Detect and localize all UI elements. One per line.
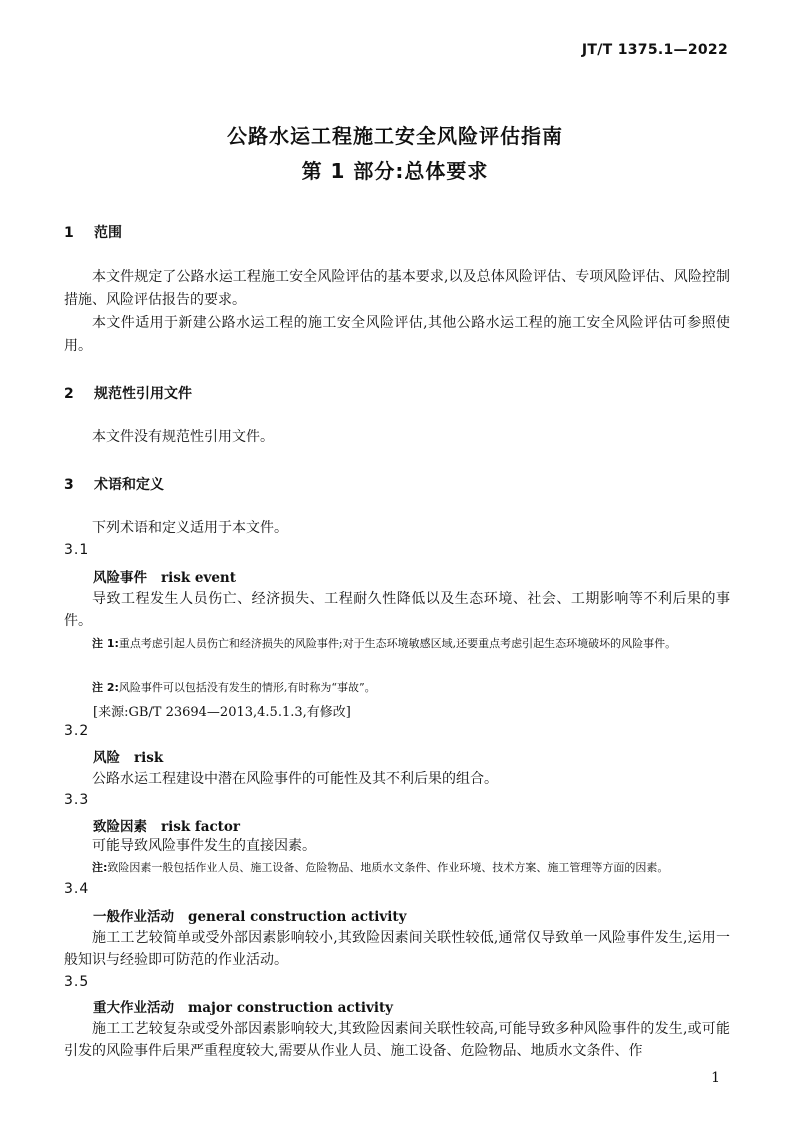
clause-number: 3.5 [64, 974, 90, 990]
term-zh: 风险 [93, 750, 120, 766]
term-en: risk [134, 750, 164, 766]
term-heading [93, 996, 393, 1016]
note-text: 风险事件可以包括没有发生的情形,有时称为“事故”。 [118, 681, 376, 694]
note-text: 重点考虑引起人员伤亡和经济损失的风险事件;对于生态环境敏感区域,还要重点考虑引起生态环境破坏的风险事件。 [118, 637, 677, 650]
section-2-heading [64, 383, 192, 403]
term-heading [93, 815, 240, 835]
note-text: 致险因素一般包括作业人员、施工设备、危险物品、地质水文条件、作业环境、技术方案、施工管理等方面的因素。 [107, 861, 669, 874]
section-1-heading [64, 222, 122, 242]
section-number: 3 [64, 477, 74, 493]
document-title: 公路水运工程施工安全风险评估指南 [227, 124, 563, 148]
clause-number: 3.3 [64, 792, 90, 808]
paragraph: 本文件规定了公路水运工程施工安全风险评估的基本要求,以及总体风险评估、专项风险评估、风险控制措施、风险评估报告的要求。 [64, 269, 730, 308]
document-subtitle: 第 1 部分:总体要求 [301, 159, 489, 183]
term-zh: 风险事件 [93, 570, 147, 586]
term-en: risk event [161, 570, 236, 586]
paragraph: 本文件适用于新建公路水运工程的施工安全风险评估,其他公路水运工程的施工安全风险评估可参照使用。 [64, 315, 730, 354]
section-title: 规范性引用文件 [94, 386, 192, 402]
section-number: 2 [64, 386, 74, 402]
term-heading [93, 566, 236, 586]
term-definition: 导致工程发生人员伤亡、经济损失、工程耐久性降低以及生态环境、社会、工期影响等不利后果的事件。 [64, 591, 730, 629]
term-zh: 一般作业活动 [93, 909, 174, 925]
term-definition: 施工工艺较复杂或受外部因素影响较大,其致险因素间关联性较高,可能导致多种风险事件的发生,或可能引发的风险事件后果严重程度较大,需要从作业人员、施工设备、危险物品、地质水文条件、作 [64, 1021, 730, 1059]
section-number: 1 [64, 225, 74, 241]
term-definition: 可能导致风险事件发生的直接因素。 [92, 838, 316, 854]
note-label: 注 1: [92, 637, 119, 650]
term-heading [93, 746, 163, 766]
term-en: major construction activity [188, 1000, 394, 1016]
paragraph: 本文件没有规范性引用文件。 [92, 429, 274, 445]
term-note [64, 635, 734, 653]
term-note [64, 859, 734, 877]
term-en: risk factor [161, 819, 241, 835]
term-source: [来源:GB/T 23694—2013,4.5.1.3,有修改] [93, 705, 351, 720]
term-note [64, 679, 734, 697]
paragraph: 下列术语和定义适用于本文件。 [92, 520, 288, 536]
section-3-heading [64, 474, 164, 494]
term-zh: 致险因素 [93, 819, 147, 835]
clause-number: 3.4 [64, 881, 90, 897]
clause-number: 3.1 [64, 542, 90, 558]
term-heading [93, 905, 406, 925]
section-title: 术语和定义 [94, 477, 164, 493]
note-label: 注 2: [92, 681, 119, 694]
note-label: 注: [92, 861, 108, 874]
section-title: 范围 [94, 225, 122, 241]
term-zh: 重大作业活动 [93, 1000, 174, 1016]
term-definition: 施工工艺较简单或受外部因素影响较小,其致险因素间关联性较低,通常仅导致单一风险事件发生,运用一般知识与经验即可防范的作业活动。 [64, 930, 730, 968]
clause-number: 3.2 [64, 723, 90, 739]
term-definition: 公路水运工程建设中潜在风险事件的可能性及其不利后果的组合。 [92, 771, 498, 787]
page-number: 1 [711, 1070, 720, 1086]
standard-code: JT/T 1375.1—2022 [581, 42, 728, 58]
term-en: general construction activity [188, 909, 407, 925]
